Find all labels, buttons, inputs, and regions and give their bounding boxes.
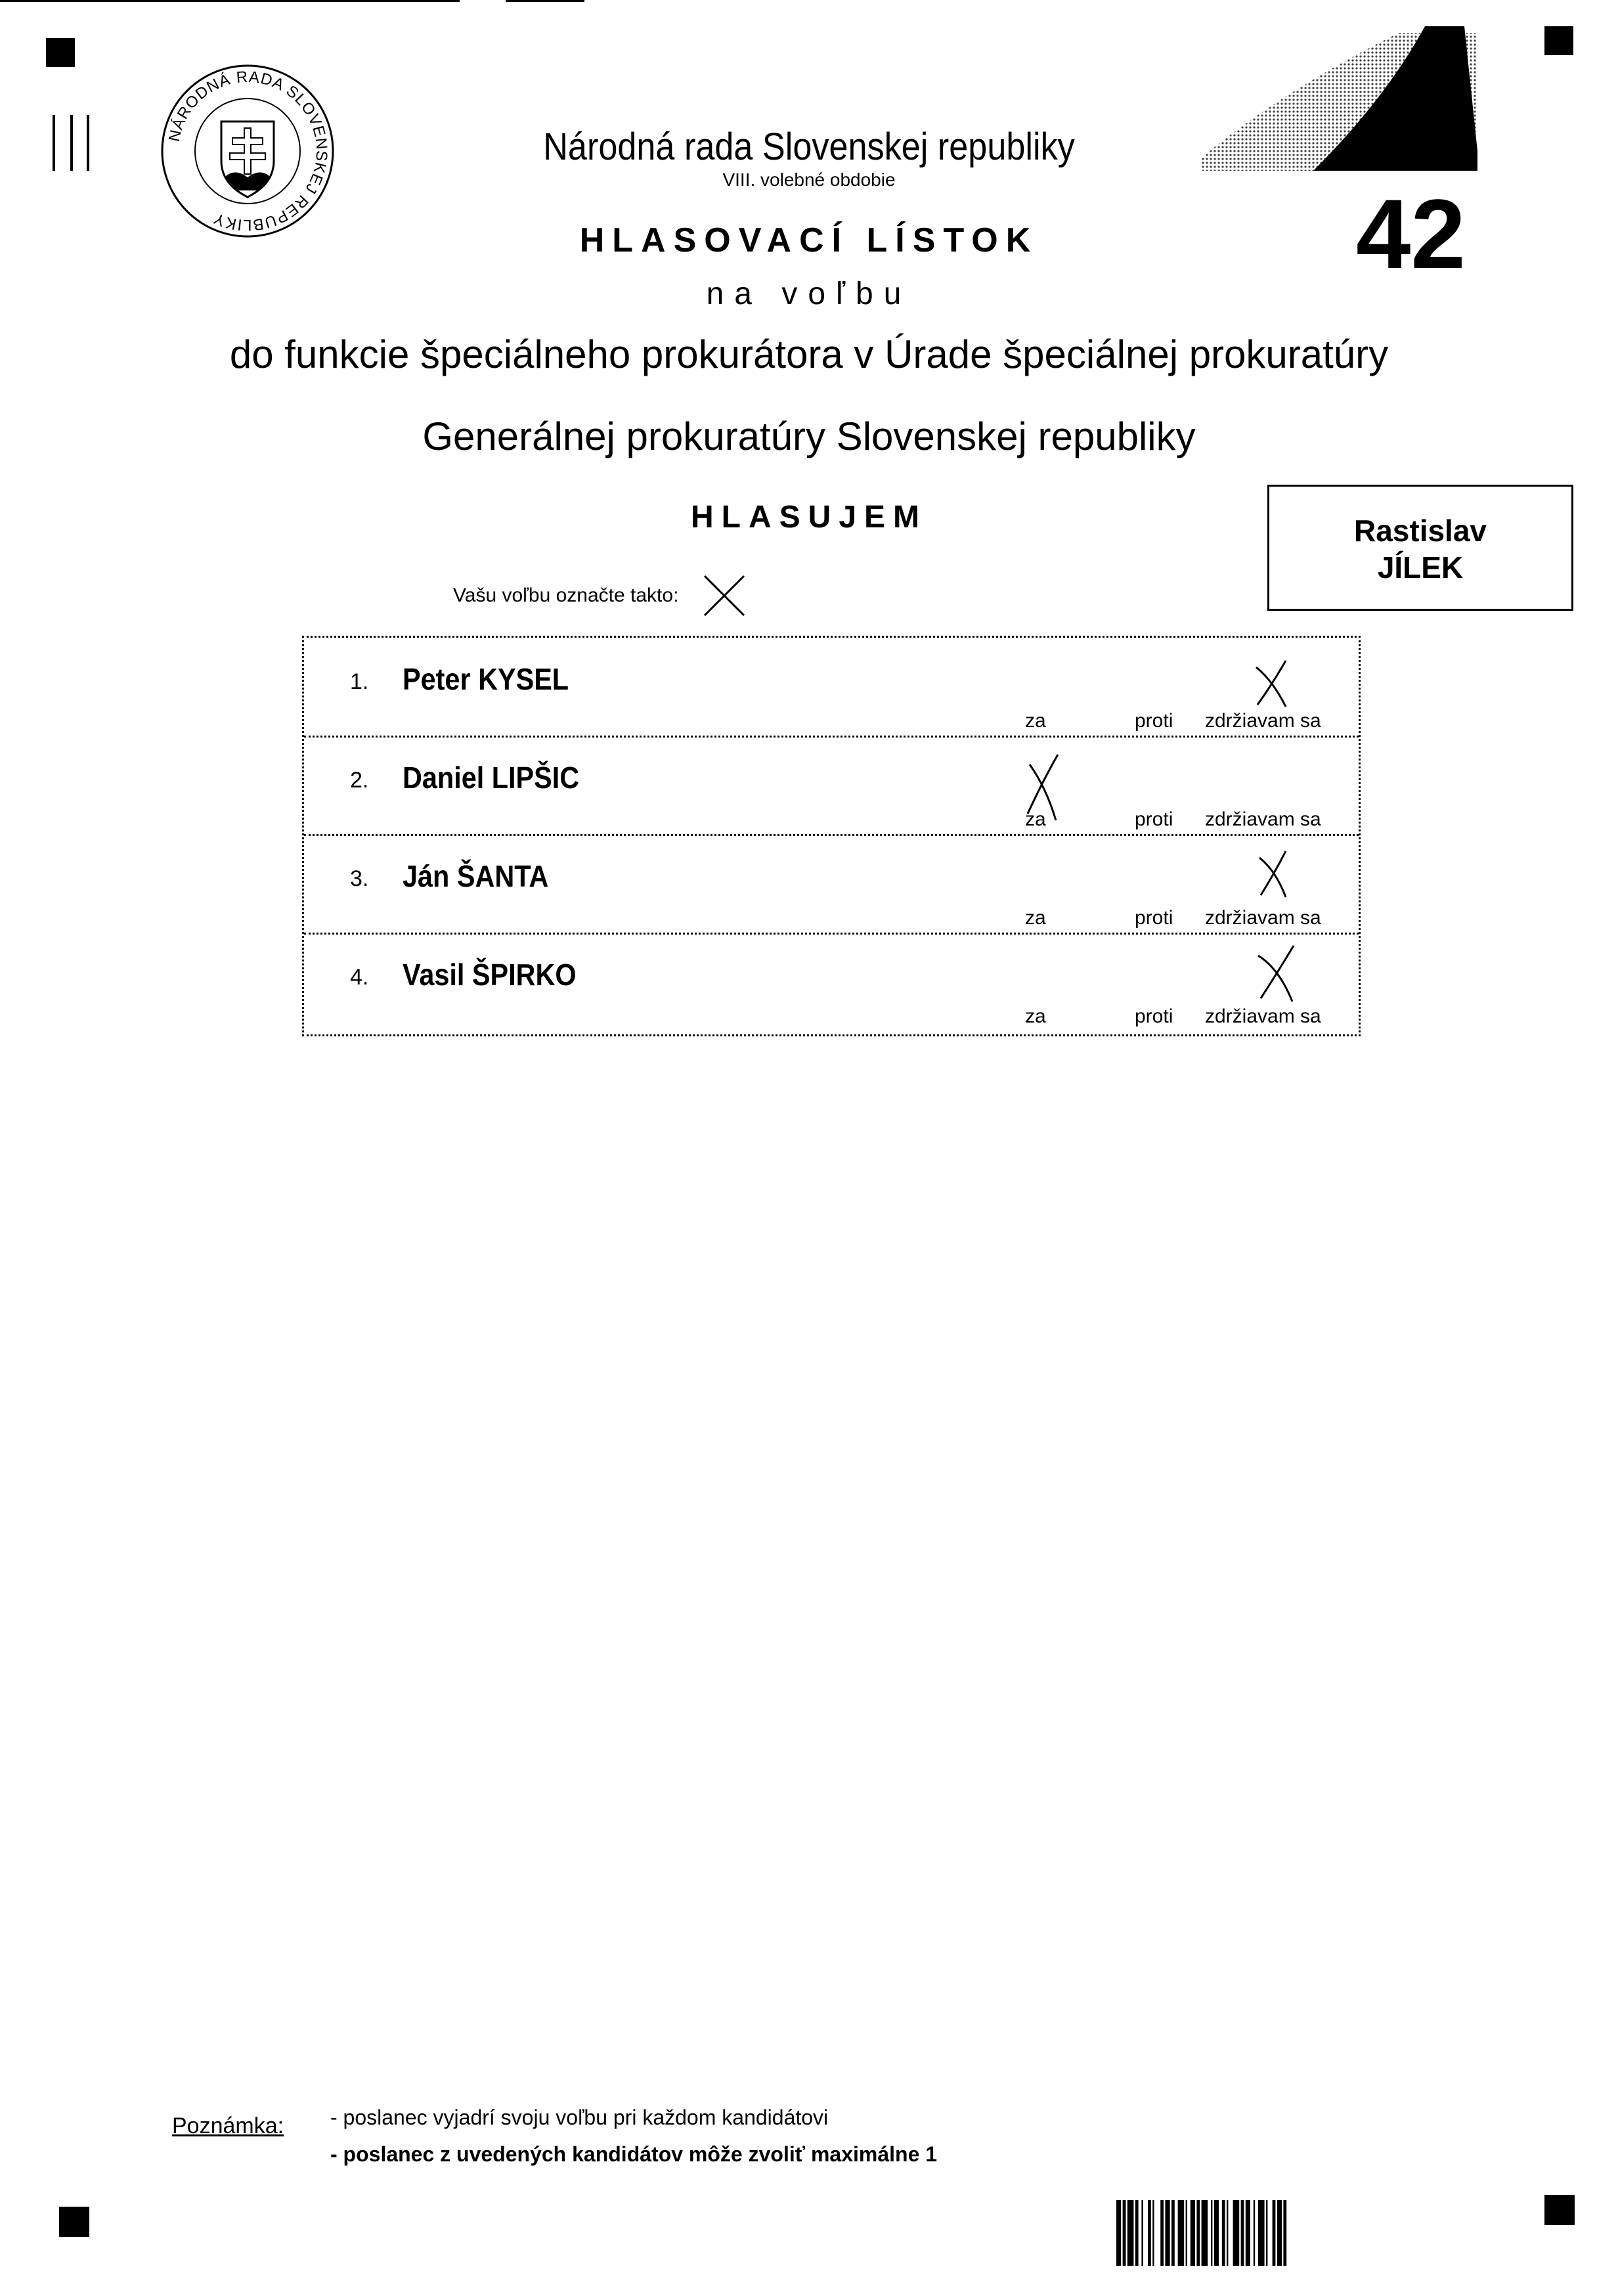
barcode-bar [1211,2200,1212,2266]
mark-instruction: Vašu voľbu označte takto: [453,585,679,606]
seal-text: NÁRODNÁ RADA SLOVENSKEJ REPUBLIKY [165,68,331,234]
candidate-name: Ján ŠANTA [403,859,549,893]
candidate-row [304,638,1359,736]
ballot-number: 42 [1356,179,1466,289]
voter-name-box [1267,485,1573,611]
option-abstain[interactable]: zdržiavam sa [1205,710,1321,732]
barcode-bar [1214,2200,1219,2266]
position-line-1: do funkcie špeciálneho prokurátora v Úrade špeciálnej prokuratúry [229,332,1389,376]
note-line-1: - poslanec vyjadrí svoju voľbu pri každom kandidátovi [330,2106,829,2129]
barcode-bar [1266,2200,1267,2266]
barcode [1116,2200,1484,2266]
candidate-name: Peter KYSEL [403,662,569,696]
voter-first-name: Rastislav [1353,514,1487,548]
registration-mark-bottom-right [1544,2195,1575,2225]
barcode-bar [1283,2200,1286,2266]
candidate-name: Vasil ŠPIRKO [403,958,577,992]
candidate-row [304,835,1359,933]
candidate-row [304,736,1359,835]
note-line-2: - poslanec z uvedených kandidátov môže zvoliť maximálne 1 [330,2142,938,2166]
candidate-row [304,933,1359,1032]
candidate-number: 2. [350,768,369,793]
ballot-title: HLASOVACÍ LÍSTOK [579,221,1039,259]
candidate-name: Daniel LIPŠIC [403,761,580,795]
voter-last-name: JÍLEK [1377,550,1464,585]
barcode-bar [1148,2200,1151,2266]
barcode-bar [1258,2200,1265,2266]
candidate-number: 4. [350,965,369,990]
ballot-subtitle: na voľbu [706,276,912,311]
candidate-table [302,636,1361,1036]
barcode-bar [1191,2200,1195,2266]
barcode-bar [1222,2200,1225,2266]
top-rule [506,0,584,2]
handwritten-cross-icon [1253,942,1305,1005]
registration-mark-bottom-left [59,2207,89,2237]
barcode-bar [1254,2200,1255,2266]
tick-bar [53,115,55,171]
option-against[interactable]: proti [1135,907,1173,929]
candidate-number: 1. [350,669,369,694]
option-abstain[interactable]: zdržiavam sa [1205,808,1321,830]
top-rule [0,0,460,2]
barcode-bar [1186,2200,1187,2266]
barcode-bar [1123,2200,1126,2266]
barcode-bar [1241,2200,1244,2266]
electoral-term: VIII. volebné obdobie [722,169,896,190]
vote-heading: HLASUJEM [690,500,928,535]
barcode-bar [1152,2200,1154,2266]
barcode-bar [1233,2200,1240,2266]
barcode-bar [1127,2200,1134,2266]
note-label: Poznámka: [172,2113,284,2138]
barcode-bar [1135,2200,1139,2266]
position-line-2: Generálnej prokuratúry Slovenskej republiky [422,414,1196,458]
barcode-bar [1171,2200,1175,2266]
registration-mark-top-right [1544,26,1573,55]
option-for[interactable]: za [1025,907,1046,929]
option-for[interactable]: za [1025,710,1046,732]
option-abstain[interactable]: zdržiavam sa [1205,1005,1321,1027]
barcode-bar [1227,2200,1228,2266]
barcode-bar [1246,2200,1250,2266]
option-against[interactable]: proti [1135,1005,1173,1027]
barcode-bar [1178,2200,1185,2266]
option-for[interactable]: za [1025,808,1046,830]
barcode-bar [1277,2200,1282,2266]
barcode-bar [1165,2200,1170,2266]
handwritten-cross-icon [1253,848,1299,900]
barcode-bar [1160,2200,1164,2266]
handwritten-cross-icon [1020,748,1066,824]
barcode-bar [1116,2200,1121,2266]
barcode-bar [1273,2200,1276,2266]
handwritten-cross-icon [1250,657,1296,710]
barcode-bar [1202,2200,1208,2266]
option-against[interactable]: proti [1135,808,1173,830]
option-for[interactable]: za [1025,1005,1046,1027]
candidate-number: 3. [350,866,369,891]
option-against[interactable]: proti [1135,710,1173,732]
registration-mark-top-left [46,38,75,67]
example-cross-icon [701,573,747,619]
barcode-bar [1196,2200,1200,2266]
tick-bar [70,115,73,171]
barcode-bar [1141,2200,1143,2266]
parliament-name: Národná rada Slovenskej republiky [543,125,1075,168]
option-abstain[interactable]: zdržiavam sa [1205,907,1321,929]
